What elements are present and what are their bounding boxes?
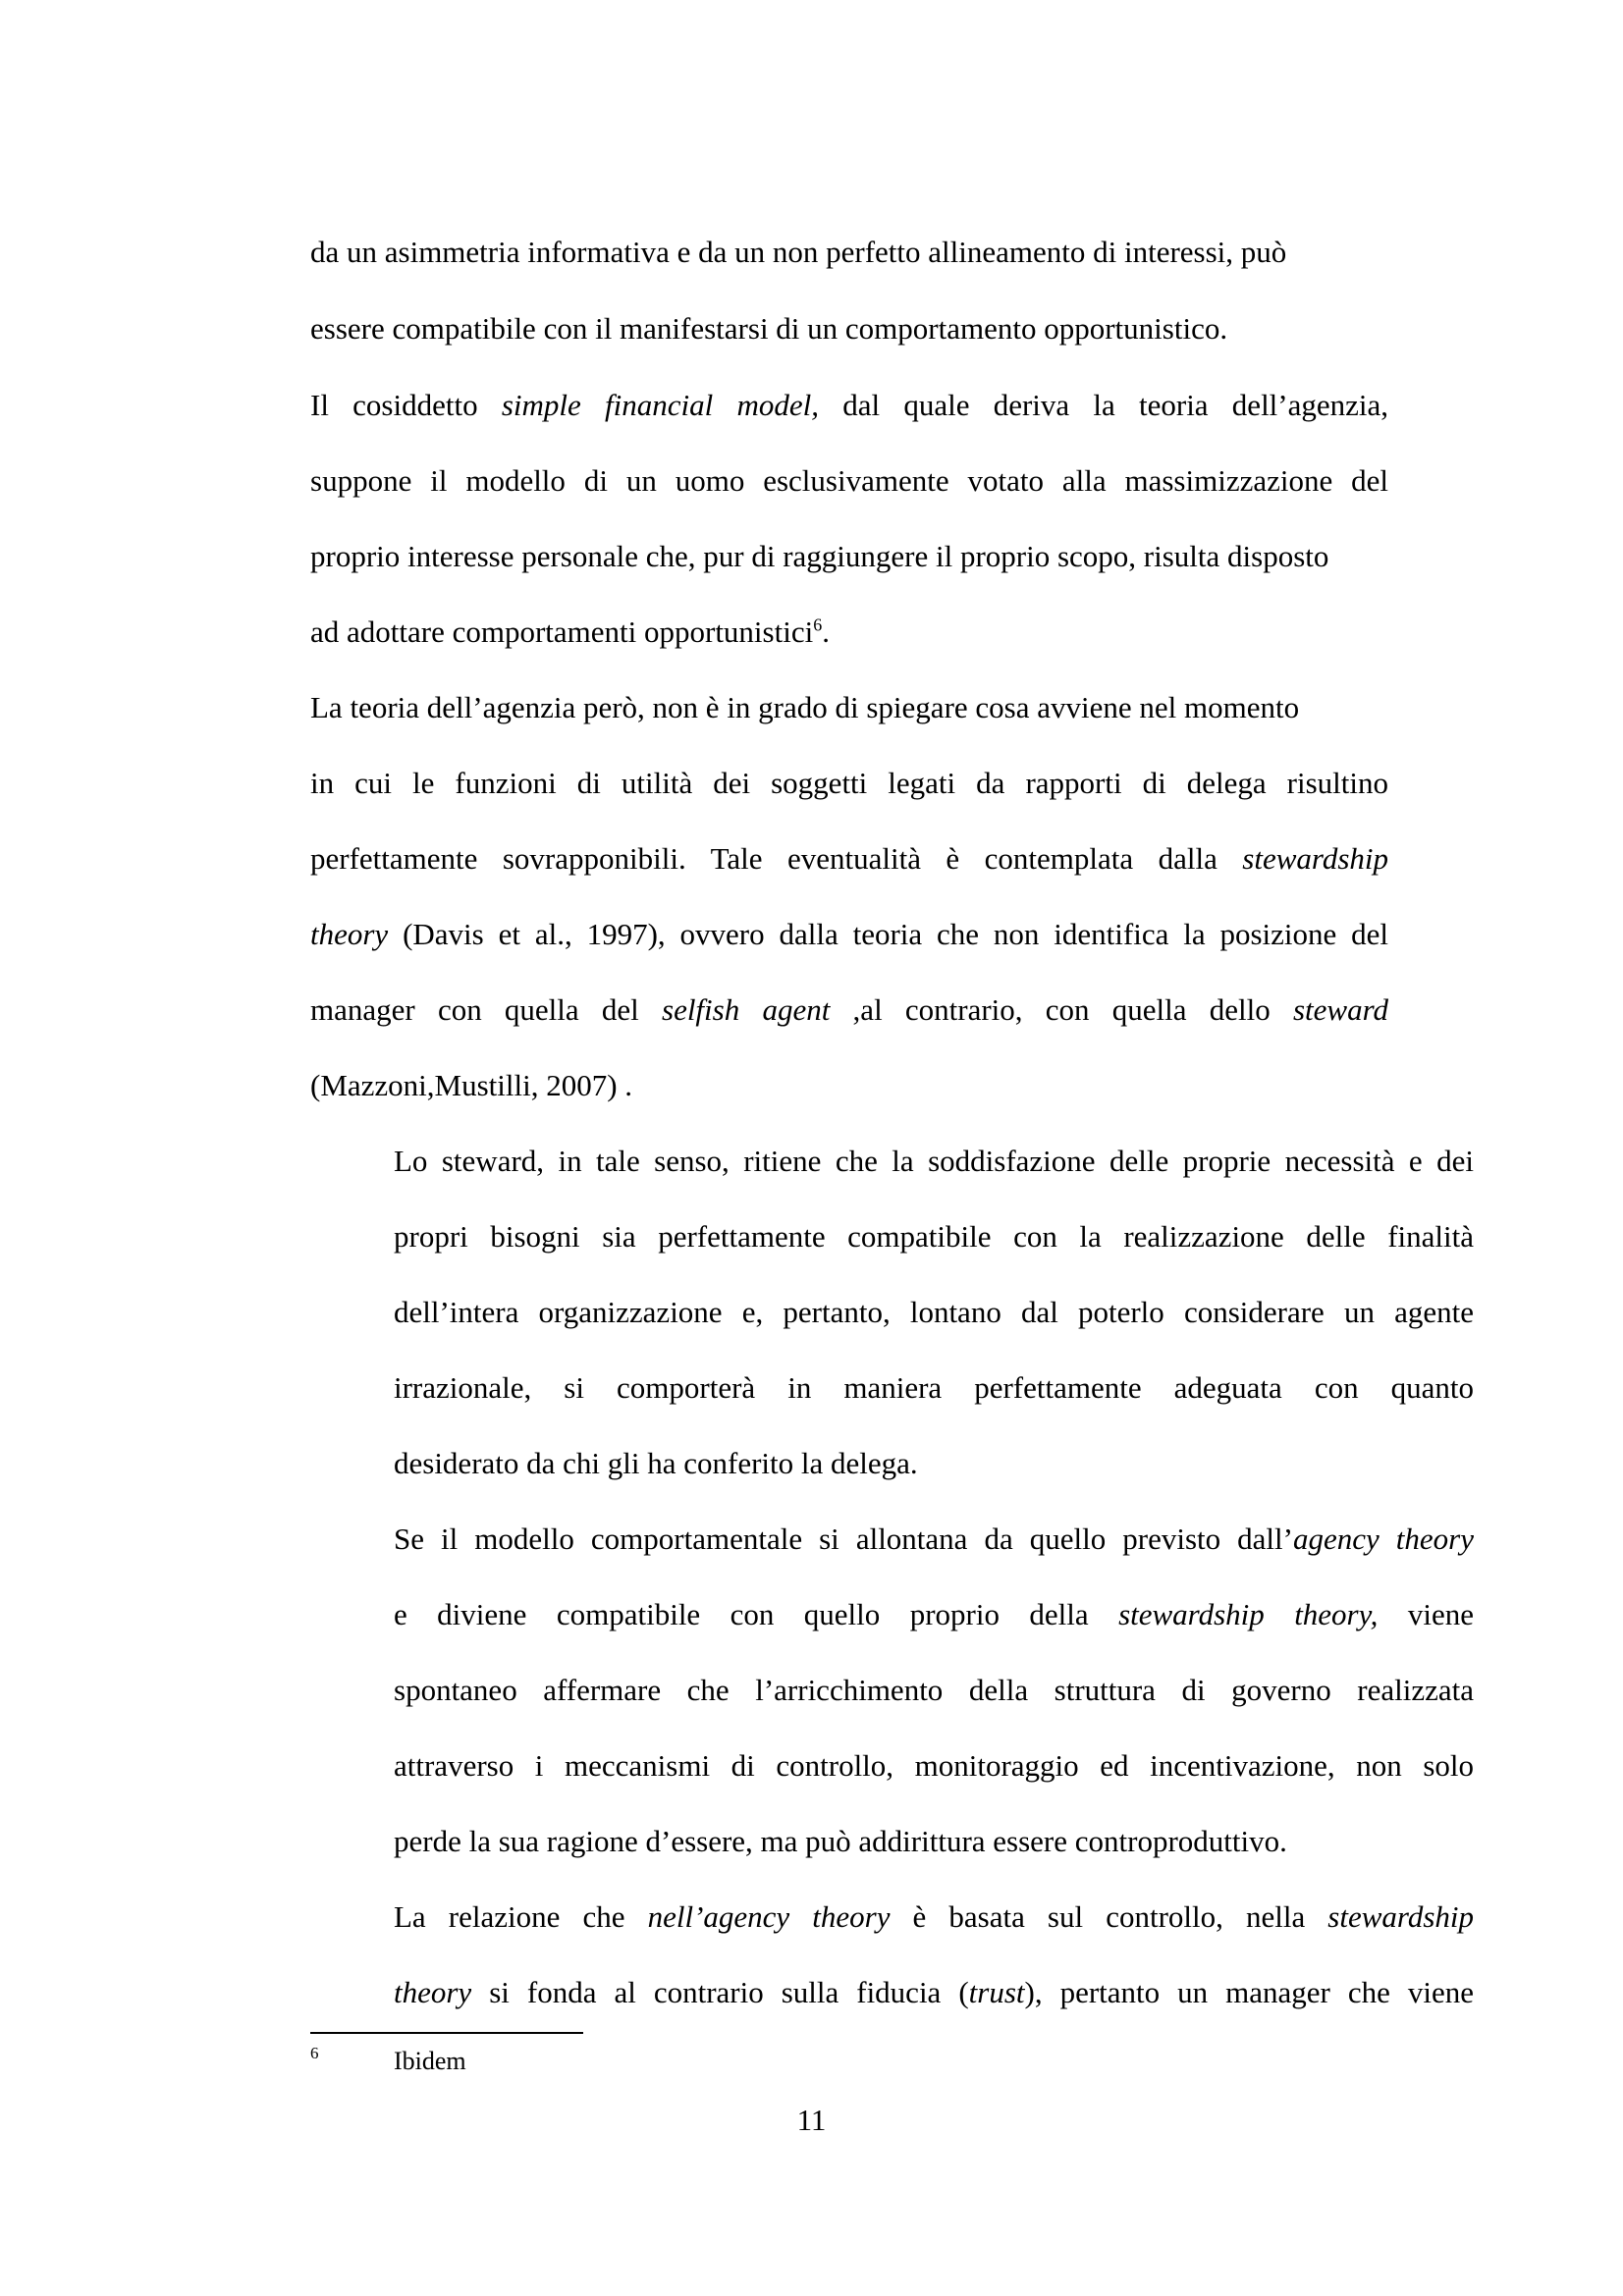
text-line-15: dell’intera organizzazione e, pertanto, lontano dal poterlo considerare un agente	[394, 1295, 1474, 1329]
text-line-10: theory (Davis et al., 1997), ovvero dalla teoria che non identifica la posizione del	[310, 917, 1388, 951]
italic-term: stewardship	[1242, 841, 1388, 876]
text-line-18: Se il modello comportamentale si allontana da quello previsto dall’agency theory	[394, 1522, 1474, 1556]
italic-term: selfish agent	[662, 992, 831, 1027]
text-line-11: manager con quella del selfish agent ,al contrario, con quella dello steward	[310, 992, 1388, 1027]
italic-term: theory	[394, 1975, 472, 2009]
text-line-6: ad adottare comportamenti opportunistici$^6$.	[310, 614, 830, 649]
text-line-4: suppone il modello di un uomo esclusivamente votato alla massimizzazione del	[310, 463, 1388, 498]
text-line-14: propri bisogni sia perfettamente compatibile con la realizzazione delle finalità	[394, 1219, 1474, 1254]
text-line-24: theory si fonda al contrario sulla fiducia (trust), pertanto un manager che viene	[394, 1975, 1474, 2009]
footnote-separator	[310, 2032, 583, 2034]
italic-term: agency theory	[1292, 1522, 1474, 1556]
text-line-22: perde la sua ragione d’essere, ma può addirittura essere controproduttivo.	[394, 1824, 1287, 1858]
italic-term: trust	[968, 1975, 1025, 2009]
footnote-text: Ibidem	[394, 2047, 466, 2075]
italic-term: stewardship theory,	[1118, 1597, 1379, 1631]
text-line-5: proprio interesse personale che, pur di raggiungere il proprio scopo, risulta disposto	[310, 539, 1329, 573]
footnote-reference: 6	[813, 614, 823, 635]
italic-term: theory	[310, 917, 389, 951]
text-line-16: irrazionale, si comporterà in maniera perfettamente adeguata con quanto	[394, 1370, 1474, 1405]
text-line-21: attraverso i meccanismi di controllo, monitoraggio ed incentivazione, non solo	[394, 1748, 1474, 1783]
footnote-number: 6	[310, 2044, 319, 2062]
text-line-23: La relazione che nell’agency theory è basata sul controllo, nella stewardship	[394, 1899, 1474, 1934]
text-line-19: e diviene compatibile con quello proprio della stewardship theory, viene	[394, 1597, 1474, 1631]
text-line-12: (Mazzoni,Mustilli, 2007) .	[310, 1068, 633, 1102]
text-line-2: essere compatibile con il manifestarsi di un comportamento opportunistico.	[310, 311, 1228, 346]
text-line-8: in cui le funzioni di utilità dei soggetti legati da rapporti di delega risultino	[310, 766, 1388, 800]
text-line-13: Lo steward, in tale senso, ritiene che la soddisfazione delle proprie necessità e dei	[394, 1144, 1474, 1178]
italic-term: stewardship	[1327, 1899, 1474, 1934]
page-number: 11	[796, 2103, 827, 2137]
text-line-9: perfettamente sovrapponibili. Tale eventualità è contemplata dalla stewardship	[310, 841, 1388, 876]
text-line-3: Il cosiddetto simple financial model, dal quale deriva la teoria dell’agenzia,	[310, 388, 1389, 422]
text-line-7: La teoria dell’agenzia però, non è in grado di spiegare cosa avviene nel momento	[310, 690, 1300, 724]
italic-term: steward	[1292, 992, 1388, 1027]
text-line-20: spontaneo affermare che l’arricchimento della struttura di governo realizzata	[394, 1673, 1474, 1707]
text-line-1: da un asimmetria informativa e da un non perfetto allineamento di interessi, può	[310, 235, 1287, 269]
italic-term: nell’agency theory	[647, 1899, 891, 1934]
italic-term: simple financial model,	[501, 388, 819, 422]
text-line-17: desiderato da chi gli ha conferito la delega.	[394, 1446, 918, 1480]
